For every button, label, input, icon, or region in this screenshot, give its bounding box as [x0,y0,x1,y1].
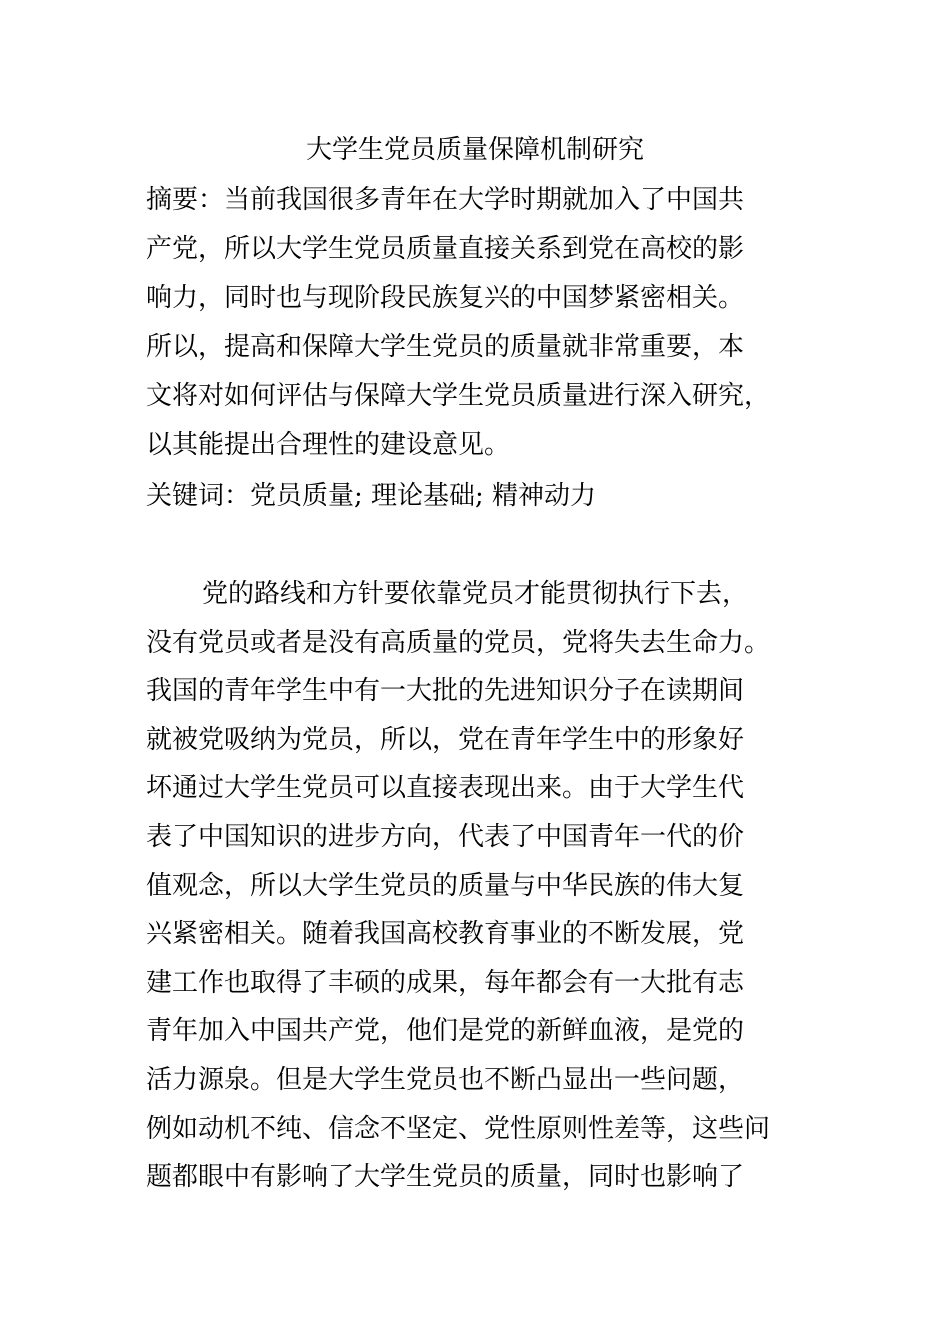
keywords-section [146,472,846,521]
body-line: 我国的青年学生中有一大批的先进知识分子在读期间 [146,676,745,707]
body-line: 就被党吸纳为党员，所以，党在青年学生中的形象好 [146,724,745,755]
abstract-line: 响力，同时也与现阶段民族复兴的中国梦紧密相关。 [146,283,745,313]
body-line: 青年加入中国共产党，他们是党的新鲜血液，是党的 [146,1016,745,1047]
abstract-line: 以其能提出合理性的建设意见。 [146,430,511,460]
body-line: 例如动机不纯、信念不坚定、党性原则性差等，这些问 [146,1113,771,1144]
body-line: 题都眼中有影响了大学生党员的质量，同时也影响了 [146,1162,745,1193]
body-line: 值观念，所以大学生党员的质量与中华民族的伟大复 [146,870,745,901]
keywords-line: 关键词：党员质量; 理论基础; 精神动力 [146,481,597,511]
document-title: 大学生党员质量保障机制研究 [305,135,644,165]
abstract-section [146,176,846,470]
body-line: 表了中国知识的进步方向，代表了中国青年一代的价 [146,821,745,852]
abstract-line: 摘要：当前我国很多青年在大学时期就加入了中国共 [146,185,745,215]
body-line: 坏通过大学生党员可以直接表现出来。由于大学生代 [146,773,745,804]
body-line: 建工作也取得了丰硕的成果，每年都会有一大批有志 [146,967,745,998]
body-line: 党的路线和方针要依靠党员才能贯彻执行下去， [202,579,749,609]
abstract-line: 文将对如何评估与保障大学生党员质量进行深入研究， [146,381,771,411]
body-paragraph [146,570,846,1202]
body-line: 没有党员或者是没有高质量的党员，党将失去生命力。 [146,627,771,658]
abstract-line: 产党，所以大学生党员质量直接关系到党在高校的影 [146,234,745,264]
abstract-line: 所以，提高和保障大学生党员的质量就非常重要，本 [146,332,745,362]
body-line: 活力源泉。但是大学生党员也不断凸显出一些问题， [146,1064,745,1095]
body-line: 兴紧密相关。随着我国高校教育事业的不断发展，党 [146,919,745,950]
